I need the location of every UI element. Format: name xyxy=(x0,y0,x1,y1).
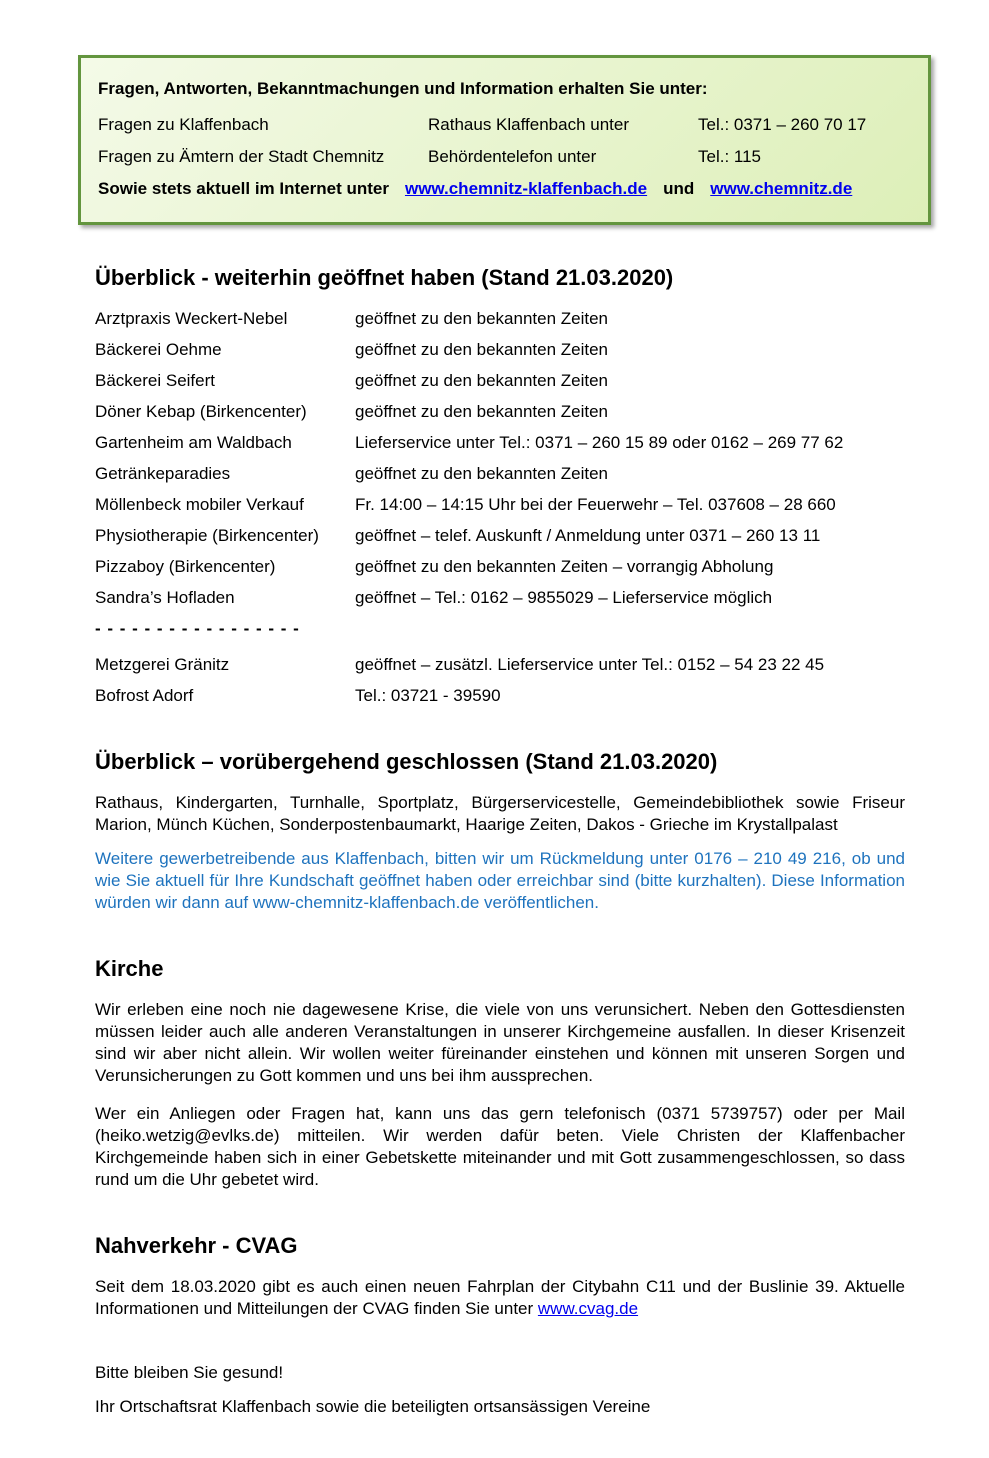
business-name: Bofrost Adorf xyxy=(95,686,194,705)
business-name: Getränkeparadies xyxy=(95,464,231,483)
list-item xyxy=(95,339,905,361)
link-chemnitz-klaffenbach[interactable]: www.chemnitz-klaffenbach.de xyxy=(404,179,648,198)
list-item xyxy=(95,685,905,707)
list-item xyxy=(95,587,905,609)
nahverkehr-text: Seit dem 18.03.2020 gibt es auch einen neuen Fahrplan der Citybahn C11 und der Buslinie 39. Aktuelle Informationen und Mitteilungen der CVAG finden Sie unter xyxy=(95,1277,905,1318)
business-name: Pizzaboy (Birkencenter) xyxy=(95,557,276,576)
list-item xyxy=(95,525,905,547)
closing-line-2: Ihr Ortschaftsrat Klaffenbach sowie die beteiligten ortsansässigen Vereine xyxy=(95,1397,651,1416)
kirche-paragraph-2: Wer ein Anliegen oder Fragen hat, kann uns das gern telefonisch (0371 5739757) oder per Mail (heiko.wetzig@evlks.de) mitteilen. Wir werden dafür beten. Viele Christen der Klaffenbacher Kirchgemeinde haben sich in einer Gebetskette miteinander und mit Gott zusammengeschlossen, so dass rund um die Uhr gebetet wird. xyxy=(95,1104,905,1189)
info-topic: Fragen zu Ämtern der Stadt Chemnitz xyxy=(98,147,385,166)
info-box-row-chemnitz xyxy=(98,146,912,168)
newsletter-content xyxy=(95,265,905,1418)
business-name: Metzgerei Gränitz xyxy=(95,655,230,674)
info-topic: Fragen zu Klaffenbach xyxy=(98,115,269,134)
list-item xyxy=(95,463,905,485)
info-place: Behördentelefon unter xyxy=(428,147,597,166)
business-status: geöffnet – Tel.: 0162 – 9855029 – Lieferservice möglich xyxy=(355,588,773,607)
business-name: Döner Kebap (Birkencenter) xyxy=(95,402,307,421)
link-cvag[interactable]: www.cvag.de xyxy=(537,1299,639,1318)
business-name: Gartenheim am Waldbach xyxy=(95,433,292,452)
business-status: geöffnet – telef. Auskunft / Anmeldung unter 0371 – 260 13 11 xyxy=(355,526,821,545)
info-box-internet-line xyxy=(98,178,912,200)
closed-list-text: Rathaus, Kindergarten, Turnhalle, Sportplatz, Bürgerservicestelle, Gemeindebibliothek sowie Friseur Marion, Münch Küchen, Sonderpostenbaumarkt, Haarige Zeiten, Dakos - Grieche im Krystallpalast xyxy=(95,793,905,834)
business-status: geöffnet – zusätzl. Lieferservice unter Tel.: 0152 – 54 23 22 45 xyxy=(355,655,825,674)
dashed-separator: - - - - - - - - - - - - - - - - - xyxy=(95,619,300,638)
feedback-notice: Weitere gewerbetreibende aus Klaffenbach, bitten wir um Rückmeldung unter 0176 – 210 49 216, ob und wie Sie aktuell für Ihre Kundschaft geöffnet haben oder erreichbar sind (bitte kurzhalten). Diese Information würden wir dann auf www-chemnitz-klaffenbach.de veröffentlichen. xyxy=(95,849,905,912)
internet-prefix: Sowie stets aktuell im Internet unter xyxy=(98,179,389,198)
section-title-nahverkehr: Nahverkehr - CVAG xyxy=(95,1233,298,1258)
business-status: geöffnet zu den bekannten Zeiten xyxy=(355,402,608,421)
info-box-title: Fragen, Antworten, Bekanntmachungen und Information erhalten Sie unter: xyxy=(98,79,708,98)
info-box-row-klaffenbach xyxy=(98,114,912,136)
business-name: Sandra’s Hofladen xyxy=(95,588,235,607)
list-item xyxy=(95,308,905,330)
list-item xyxy=(95,494,905,516)
list-item xyxy=(95,370,905,392)
info-phone: Tel.: 0371 – 260 70 17 xyxy=(698,115,867,134)
list-item xyxy=(95,556,905,578)
open-list xyxy=(95,308,905,707)
internet-conjunction: und xyxy=(663,179,695,198)
closing-line-1: Bitte bleiben Sie gesund! xyxy=(95,1363,284,1382)
business-status: geöffnet zu den bekannten Zeiten – vorrangig Abholung xyxy=(355,557,774,576)
info-box xyxy=(78,55,931,225)
list-item xyxy=(95,654,905,676)
business-status: geöffnet zu den bekannten Zeiten xyxy=(355,464,608,483)
business-status: geöffnet zu den bekannten Zeiten xyxy=(355,309,608,328)
nahverkehr-paragraph xyxy=(95,1276,905,1320)
business-name: Möllenbeck mobiler Verkauf xyxy=(95,495,304,514)
business-status: geöffnet zu den bekannten Zeiten xyxy=(355,340,608,359)
list-item xyxy=(95,401,905,423)
business-name: Physiotherapie (Birkencenter) xyxy=(95,526,319,545)
info-phone: Tel.: 115 xyxy=(698,147,762,166)
kirche-paragraph-1: Wir erleben eine noch nie dagewesene Krise, die viele von uns verunsichert. Neben den Gottesdiensten müssen leider auch alle anderen Veranstaltungen in unserer Kirchgemeine ausfallen. In dieser Krisenzeit sind wir aber nicht allein. Wir wollen weiter füreinander einstehen und können mit unseren Sorgen und Verunsicherungen zu Gott kommen und uns bei ihm aussprechen. xyxy=(95,1000,905,1085)
business-name: Arztpraxis Weckert-Nebel xyxy=(95,309,288,328)
section-title-kirche: Kirche xyxy=(95,956,164,981)
section-title-open: Überblick - weiterhin geöffnet haben (Stand 21.03.2020) xyxy=(95,265,674,290)
business-name: Bäckerei Oehme xyxy=(95,340,222,359)
business-name: Bäckerei Seifert xyxy=(95,371,215,390)
list-item xyxy=(95,432,905,454)
section-title-closed: Überblick – vorübergehend geschlossen (Stand 21.03.2020) xyxy=(95,749,718,774)
info-place: Rathaus Klaffenbach unter xyxy=(428,115,629,134)
business-status: geöffnet zu den bekannten Zeiten xyxy=(355,371,608,390)
business-status: Tel.: 03721 - 39590 xyxy=(355,686,501,705)
business-status: Lieferservice unter Tel.: 0371 – 260 15 89 oder 0162 – 269 77 62 xyxy=(355,433,844,452)
link-chemnitz[interactable]: www.chemnitz.de xyxy=(710,179,853,198)
business-status: Fr. 14:00 – 14:15 Uhr bei der Feuerwehr – Tel. 037608 – 28 660 xyxy=(355,495,836,514)
